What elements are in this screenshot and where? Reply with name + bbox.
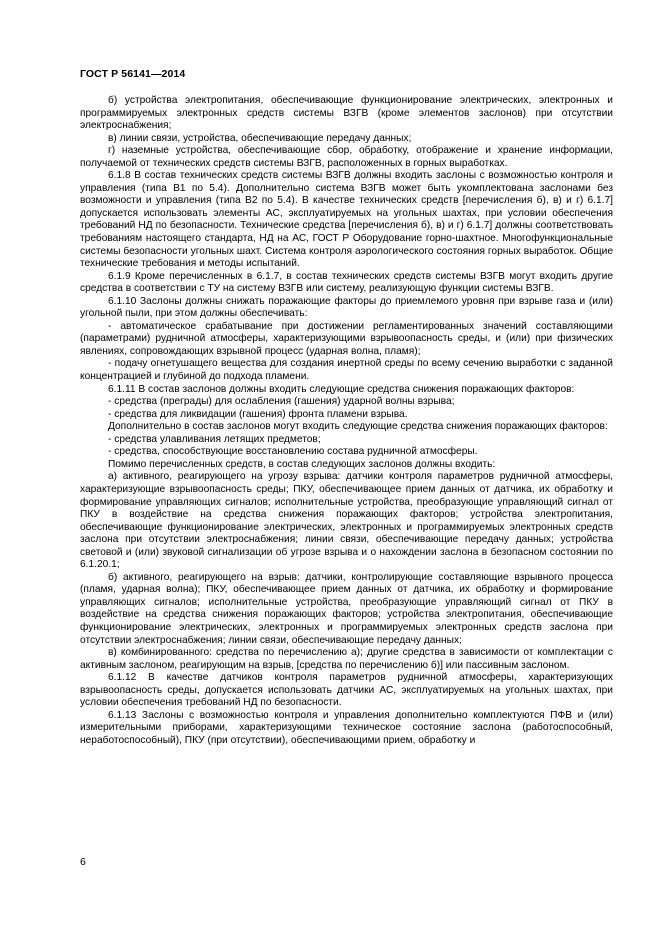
- paragraph: - средства для ликвидации (гашения) фронта пламени взрыва.: [108, 408, 408, 420]
- paragraph: Дополнительно в состав заслонов могут входить следующие средства снижения поражающих факторов:: [108, 421, 608, 433]
- paragraph: - автоматическое срабатывание при достижении регламентированных значений составляющими (параметрами) рудничной атмосферы, характеризующими взрывоопасность среды, и (или) при физических явлениях, сопровождающих взрывной процесс (ударная волна, пламя);: [80, 320, 613, 357]
- paragraph: 6.1.13 Заслоны с возможностью контроля и управления дополнительно комплектуются ПФВ и (или) измерительными приборами, характеризующими техническое состояние заслона (работоспособный, неработоспособный), ПКУ (при отсутствии), обеспечивающими прием, обработку и: [80, 709, 613, 746]
- page-number: 6: [80, 856, 86, 868]
- paragraph: - средства, способствующие восстановлению состава рудничной атмосферы.: [108, 446, 478, 458]
- document-header: ГОСТ Р 56141—2014: [80, 68, 186, 80]
- paragraph: в) линии связи, устройства, обеспечивающие передачу данных;: [108, 132, 412, 144]
- document-body: [80, 95, 613, 747]
- paragraph: 6.1.8 В состав технических средств системы ВЗГВ должны входить заслоны с возможностью контроля и управления (типа В1 по 5.4). Дополнительно система ВЗГВ может быть укомплектована заслонами без возможности и управления (типа В2 по 5.4). В качестве технических средств [перечисления б), в) и г) 6.1.7] допускается использовать элементы АС, эксплуатируемых на угольных шахтах, при условии обеспечения требований НД по безопасности. Технические средства [перечисления б), в) и г) 6.1.7] должны соответствовать требованиям настоящего стандарта, НД на АС, ГОСТ Р Оборудование горно-шахтное. Многофункциональные системы безопасности угольных шахт. Система контроля аэрологического состояния горных выработок. Общие технические требования и методы испытаний.: [80, 170, 613, 270]
- paragraph: а) активного, реагирующего на угрозу взрыва: датчики контроля параметров рудничной атмосферы, характеризующие взрывоопасность среды; ПКУ, обеспечивающее прием данных от датчика, их обработку и формирование управляющих сигналов; исполнительные устройства, преобразующие управляющий сигнал от ПКУ в воздействие на средства снижения поражающих факторов; устройства электропитания, обеспечивающие функционирование электрических, электронных и программируемых электронных средств заслона при отсутствии электроснабжения; линии связи, обеспечивающие передачу данных; устройства световой и (или) звуковой сигнализации об угрозе взрыва и о нахождении заслона в безопасном состоянии по 6.1.20.1;: [80, 471, 613, 571]
- paragraph: Помимо перечисленных средств, в состав следующих заслонов должны входить:: [108, 458, 496, 470]
- paragraph: - средства (преграды) для ослабления (гашения) ударной волны взрыва;: [108, 396, 455, 408]
- paragraph: 6.1.11 В состав заслонов должны входить следующие средства снижения поражающих факторов:: [108, 383, 575, 395]
- paragraph: 6.1.12 В качестве датчиков контроля параметров рудничной атмосферы, характеризующих взрывоопасность среды, допускается использовать датчики АС, эксплуатируемых на угольных шахтах, при условии обеспечения требований НД по безопасности.: [80, 672, 613, 709]
- paragraph: в) комбинированного: средства по перечислению а); другие средства в зависимости от комплектации с активным заслоном, реагирующим на взрыв, [средства по перечислению б)] или пассивным заслоном.: [80, 647, 613, 671]
- paragraph: 6.1.9 Кроме перечисленных в 6.1.7, в состав технических средств системы ВЗГВ могут входить другие средства в соответствии с ТУ на систему ВЗГВ или систему, реализующую функции системы ВЗГВ.: [80, 270, 613, 295]
- paragraph: б) устройства электропитания, обеспечивающие функционирование электрических, электронных и программируемых электронных средств системы ВЗГВ (кроме элементов заслонов) при отсутствии электроснабжения;: [80, 95, 613, 132]
- paragraph: б) активного, реагирующего на взрыв: датчики, контролирующие составляющие взрывного процесса (пламя, ударная волна); ПКУ, обеспечивающее прием данных от датчика, их обработку и формирование управляющих сигналов; исполнительные устройства, преобразующие управляющий сигнал от ПКУ в воздействие на средства снижения поражающих факторов; устройства электропитания, обеспечивающие функционирование электрических, электронных и программируемых электронных средств заслона при отсутствии электроснабжения; линии связи, обеспечивающие передачу данных;: [80, 571, 613, 646]
- paragraph: 6.1.10 Заслоны должны снижать поражающие факторы до приемлемого уровня при взрыве газа и (или) угольной пыли, при этом должны обеспечивать:: [80, 295, 613, 320]
- paragraph: - подачу огнетушащего вещества для создания инертной среды по всему сечению выработки с заданной концентрацией и глубиной до подхода пламени.: [80, 358, 613, 383]
- paragraph: - средства улавливания летящих предметов;: [108, 433, 321, 445]
- paragraph: г) наземные устройства, обеспечивающие сбор, обработку, отображение и хранение информации, получаемой от технических средств системы ВЗГВ, расположенных в горных выработках.: [80, 145, 613, 169]
